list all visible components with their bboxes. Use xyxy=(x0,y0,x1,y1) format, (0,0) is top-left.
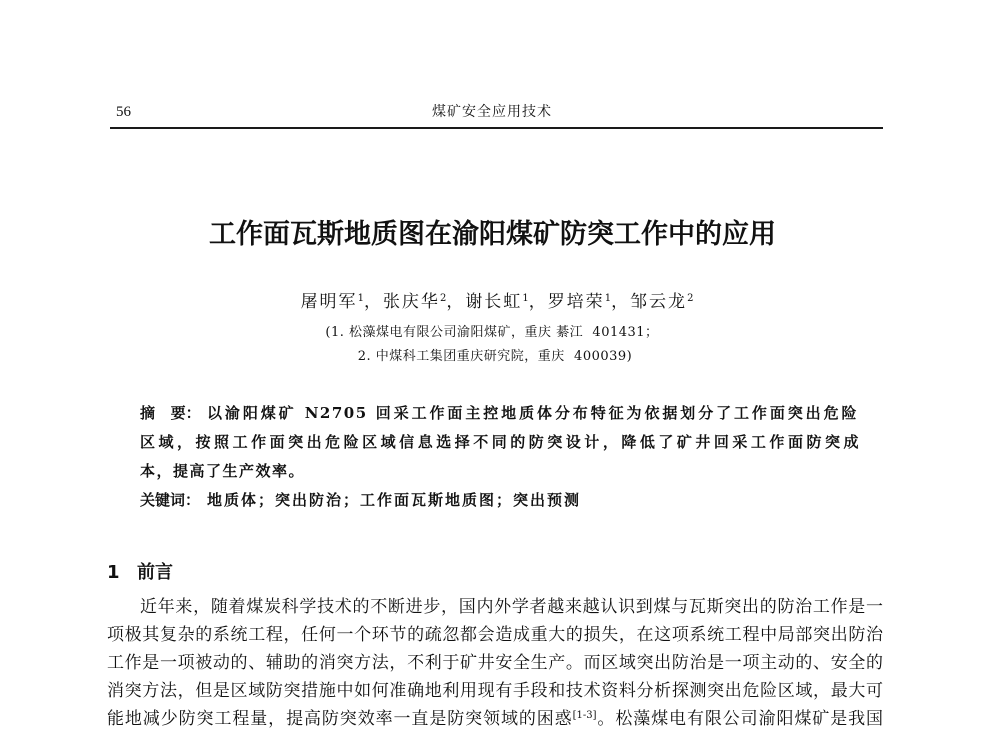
abstract-line: 区域，按照工作面突出危险区域信息选择不同的防突设计，降低了矿井回采工作面防突成 xyxy=(140,433,860,451)
abstract-block xyxy=(140,399,860,515)
abstract-line: 本，提高了生产效率。 xyxy=(140,462,306,480)
keywords-row xyxy=(140,486,860,515)
affiliation-mark: 2 xyxy=(687,293,694,304)
abstract-first-row xyxy=(140,399,860,428)
body-line: 近年来，随着煤炭科学技术的不断进步，国内外学者越来越认识到煤与瓦斯突出的防治工作是一 xyxy=(140,597,883,617)
author-name: 谢长虹 xyxy=(465,292,523,312)
author-separator: ， xyxy=(528,292,548,312)
body-text: 能地减少防突工程量，提高防突效率一直是防突领域的困惑 xyxy=(107,709,573,729)
author-name: 罗培荣 xyxy=(547,292,605,312)
section-number: 1 xyxy=(107,562,120,583)
affiliation-mark: 1 xyxy=(522,293,529,304)
section-title: 前言 xyxy=(137,562,173,583)
author-separator: ， xyxy=(446,292,466,312)
affiliation-mark: 2 xyxy=(439,293,447,304)
keywords-text: 地质体；突出防治；工作面瓦斯地质图；突出预测 xyxy=(207,491,582,509)
body-line-last xyxy=(107,705,883,733)
affiliation-line: 2. 中煤科工集团重庆研究院，重庆 400039) xyxy=(357,349,633,364)
abstract-line: 以渝阳煤矿 N2705 回采工作面主控地质体分布特征为依据划分了工作面突出危险 xyxy=(207,404,858,422)
body-line: 工作是一项被动的、辅助的消突方法，不利于矿井安全生产。而区域突出防治是一项主动的、安全的 xyxy=(107,653,883,673)
author-separator: ， xyxy=(611,292,631,312)
body-line: 项极其复杂的系统工程，任何一个环节的疏忽都会造成重大的损失，在这项系统工程中局部突出防治 xyxy=(107,625,883,645)
header-rule xyxy=(110,127,883,129)
page-number: 56 xyxy=(116,104,131,120)
author-name: 邹云龙 xyxy=(630,292,688,312)
journal-name: 煤矿安全应用技术 xyxy=(432,104,552,120)
section-heading xyxy=(107,561,173,585)
citation-mark: [1-3] xyxy=(572,710,597,721)
author-separator: ， xyxy=(363,292,383,312)
body-text: 。松藻煤电有限公司渝阳煤矿是我国 xyxy=(596,709,883,729)
body-paragraph xyxy=(107,593,883,733)
affiliation-mark: 1 xyxy=(357,293,364,304)
author-list xyxy=(197,290,797,314)
affiliation-line: (1. 松藻煤电有限公司渝阳煤矿，重庆 綦江 401431； xyxy=(325,325,659,340)
body-line: 消突方法，但是区域防突措施中如何准确地利用现有手段和技术资料分析探测突出危险区域，最大可 xyxy=(107,681,883,701)
author-name: 屠明军 xyxy=(300,292,358,312)
abstract-label: 摘 要： xyxy=(140,404,201,422)
paper-title: 工作面瓦斯地质图在渝阳煤矿防突工作中的应用 xyxy=(209,219,776,250)
author-name: 张庆华 xyxy=(382,292,440,312)
keywords-label: 关键词： xyxy=(140,491,201,509)
affiliation-mark: 1 xyxy=(604,293,612,304)
